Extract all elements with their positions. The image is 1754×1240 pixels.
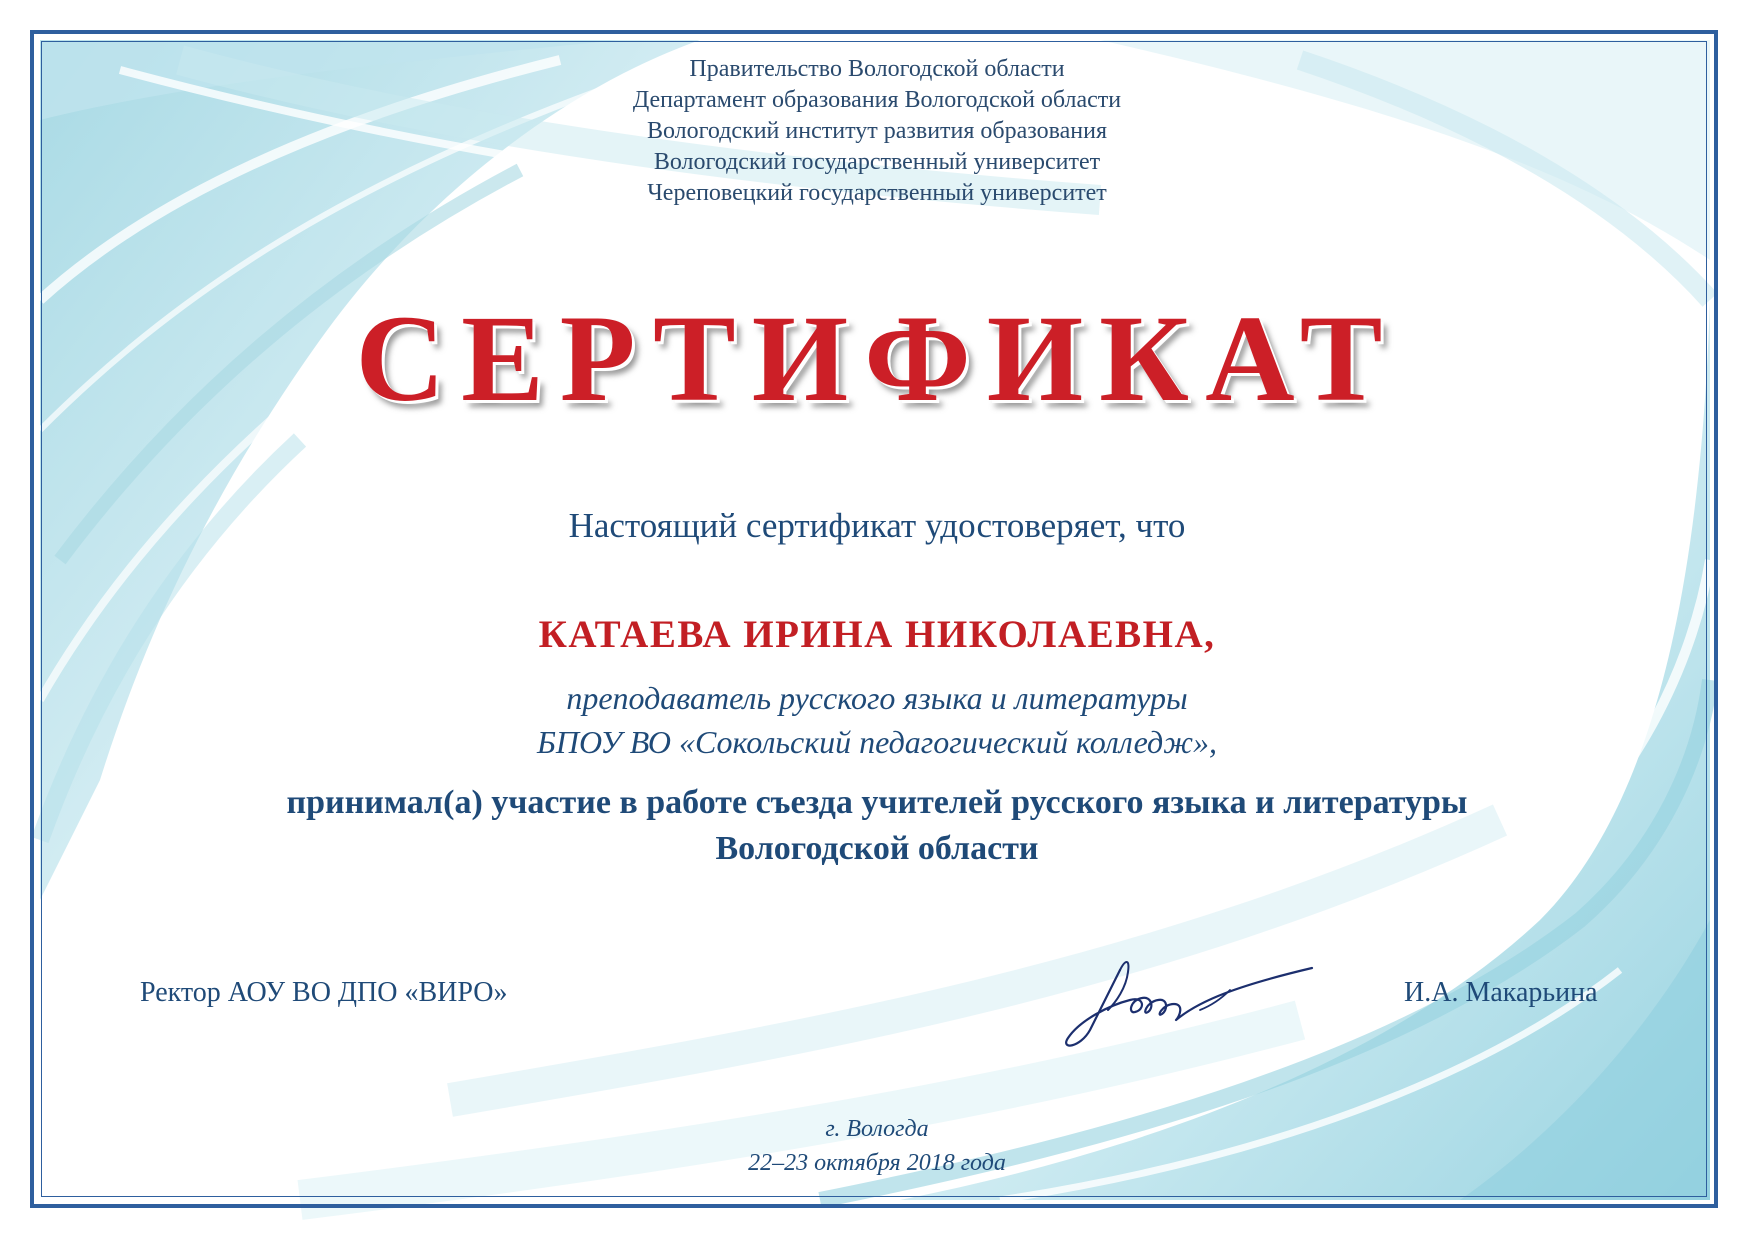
signatory-role: Ректор АОУ ВО ДПО «ВИРО» — [140, 977, 508, 1008]
recipient-name: КАТАЕВА ИРИНА НИКОЛАЕВНА, — [538, 613, 1216, 656]
organizations-block — [0, 54, 1754, 209]
org-line: Череповецкий государственный университет — [647, 180, 1107, 206]
org-line: Правительство Вологодской области — [689, 56, 1065, 82]
org-line: Вологодский институт развития образования — [646, 118, 1108, 144]
footer-date: 22–23 октября 2018 года — [748, 1150, 1006, 1176]
participation-line-2: Вологодской области — [715, 830, 1039, 867]
recipient-position: преподаватель русского языка и литературы — [566, 680, 1188, 716]
intro-text: Настоящий сертификат удостоверяет, что — [568, 506, 1186, 545]
recipient-institution: БПОУ ВО «Сокольский педагогический колледж», — [537, 724, 1217, 760]
certificate-title: СЕРТИФИКАТ — [355, 290, 1399, 427]
org-line: Вологодский государственный университет — [653, 149, 1101, 175]
signatory-name: И.А. Макарьина — [1404, 977, 1598, 1008]
org-line: Департамент образования Вологодской области — [632, 87, 1122, 113]
participation-line-1: принимал(а) участие в работе съезда учителей русского языка и литературы — [286, 784, 1468, 821]
handwritten-signature — [1050, 950, 1330, 1060]
footer-city: г. Вологда — [825, 1116, 929, 1142]
